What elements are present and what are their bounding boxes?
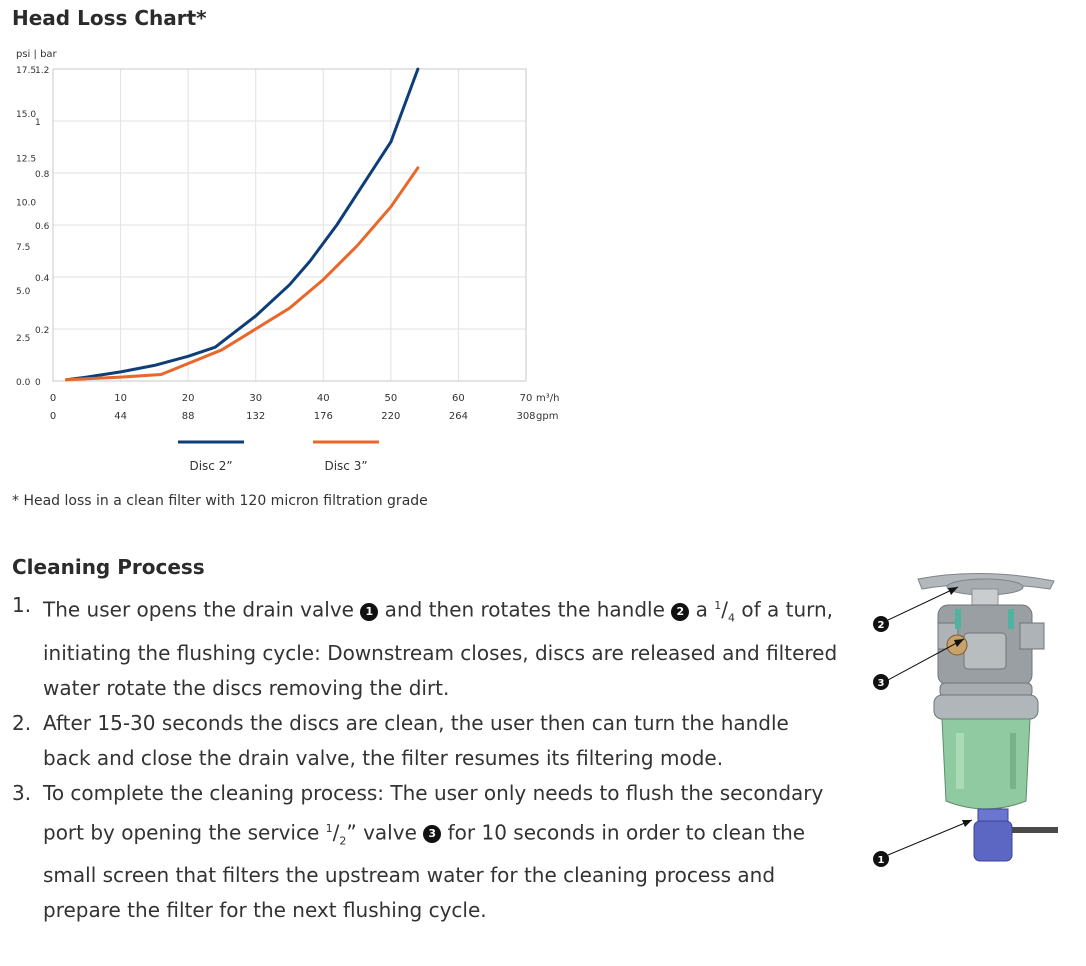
x-tick-label-m3h: 20 [181,393,195,404]
svg-text:3: 3 [877,678,885,689]
step-text: The user opens the drain valve [43,597,361,622]
y-tick-label-bar: 0.6 [35,222,50,232]
x-tick-label-m3h: 10 [114,393,127,404]
x-tick-label-gpm: 308 [516,411,536,422]
cleaning-steps [12,588,842,928]
x-tick-label-m3h: 70 [519,393,533,404]
y-tick-label-psi: 10.0 [16,198,37,209]
y-tick-label-bar: 1.2 [35,66,50,76]
handle-icon [918,573,1054,607]
callout-badge [873,616,889,632]
callout-badge: 2 [671,603,689,621]
y-tick-label-bar: 1 [35,118,41,128]
fraction-slash: / [332,820,340,845]
legend-label: Disc 2” [189,459,233,473]
svg-text:2: 2 [877,620,885,631]
cleaning-step [12,776,842,929]
step-text: After 15-30 seconds the discs are clean, the user then can turn the handle back and close the drain valve, the filter resumes its filtering mode. [43,710,789,770]
chart-grid [53,69,526,381]
fraction-slash: / [721,597,729,622]
step-text: To complete the cleaning process: The user only needs to flush the secondary port by opening the service [43,780,824,845]
chart-series [67,69,418,380]
filter-collar-icon [934,683,1038,719]
y-tick-label-bar: 0.4 [35,274,50,284]
y-tick-label-psi: 5.0 [16,287,31,297]
chart-legend [178,442,379,473]
y-tick-label-psi: 2.5 [16,333,31,344]
chart-footnote: * Head loss in a clean filter with 120 micron filtration grade [12,493,428,509]
drain-valve-icon [974,809,1058,861]
callout-badge [873,674,889,690]
x-tick-label-m3h: 60 [452,393,465,404]
callout-badge: 1 [360,603,378,621]
callout-badge: 3 [423,825,441,843]
y-tick-label-bar: 0 [35,378,41,388]
fraction-numerator: 1 [325,821,333,835]
cleaning-title: Cleaning Process [12,555,205,579]
cleaning-step [12,706,842,776]
fraction-numerator: 1 [714,599,722,612]
x-tick-label-m3h: 30 [249,393,263,404]
cleaning-step [12,588,842,706]
step-number: 3. [12,780,32,805]
series-line-1 [67,69,418,380]
step-text: and then rotates the handle [378,597,672,622]
x-tick-label-gpm: 264 [448,411,468,422]
chart-title: Head Loss Chart* [12,6,207,30]
fraction-denominator: 2 [339,834,347,848]
y-tick-label-psi: 17.5 [16,66,37,76]
y-tick-label-psi: 0.0 [16,378,31,388]
x-tick-label-gpm: 132 [246,411,266,422]
y-tick-label-bar: 0.2 [35,326,50,336]
y-tick-label-psi: 12.5 [16,154,37,165]
legend-label: Disc 3” [324,459,368,473]
y-tick-label-bar: 0.8 [35,170,50,180]
step-number: 1. [12,593,32,617]
y-tick-label-psi: 7.5 [16,242,31,253]
disc-filter-illustration [860,565,1070,895]
callout-leader [888,820,972,855]
filter-body-icon [942,719,1030,809]
callout-badge [873,851,889,867]
x-tick-label-m3h: 0 [49,393,57,404]
series-line-2 [67,168,418,380]
y-tick-label-psi: 15.0 [16,110,37,121]
step-text: for 10 seconds in order to clean the small screen that filters the upstream water for the cleaning process and prepare the filter for the next flushing cycle. [43,820,806,923]
svg-text:1: 1 [877,855,885,866]
step-number: 2. [12,710,32,735]
y-unit-label: psi | bar [16,49,57,60]
x-tick-label-m3h: 40 [316,393,330,404]
step-text: ” valve [346,820,424,845]
step-text: of a turn, initiating the flushing cycle: Downstream closes, discs are released and filtered water rotate the discs removing the dirt. [43,597,838,700]
x-tick-label-gpm: 88 [181,411,195,422]
x-tick-label-gpm: 220 [381,411,401,422]
x-unit-label-m3h: m³/h [536,393,560,404]
x-unit-label-gpm: gpm [536,411,559,422]
x-tick-label-gpm: 176 [313,411,333,422]
head-loss-chart [0,40,600,480]
x-tick-label-gpm: 44 [114,411,127,422]
chart-axes [16,66,559,422]
fraction-denominator: 4 [728,611,736,625]
x-tick-label-m3h: 50 [384,393,398,404]
x-tick-label-gpm: 0 [49,411,57,422]
step-text: a [689,597,715,622]
